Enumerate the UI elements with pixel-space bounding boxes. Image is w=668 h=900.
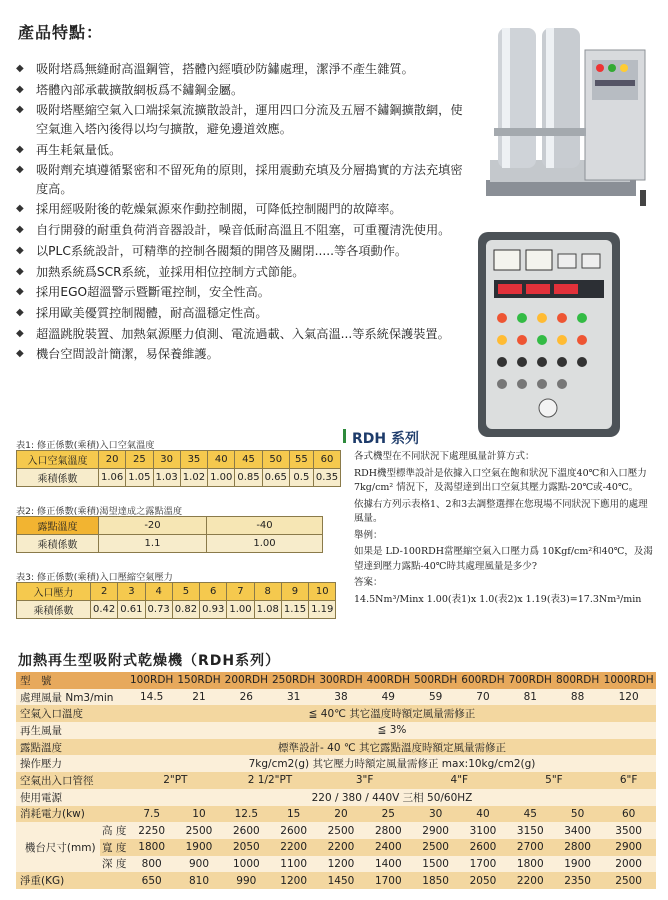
table-cell: 2600 — [270, 822, 317, 839]
table-cell: ≦ 40℃ 其它溫度時額定風量需修正 — [128, 705, 656, 722]
dryer-machine-image — [480, 10, 658, 210]
feature-item: ◆ 以PLC系統設計，可精準的控制各閥類的開啓及關閉.....等各項動作。 — [14, 242, 469, 261]
table-cell: 2800 — [365, 822, 412, 839]
table-row — [16, 722, 656, 739]
table-cell: 1200 — [270, 872, 317, 889]
table-cell: 2900 — [601, 839, 656, 856]
feature-item: ◆ 採用EGO超溫警示暨斷電控制，安全性高。 — [14, 283, 469, 302]
sub-label: 寬 度 — [100, 839, 128, 856]
table-cell: 1.1 — [99, 535, 207, 553]
table-cell: 2500 — [317, 822, 364, 839]
table-cell: 14.5 — [128, 689, 175, 706]
table-cell: 20 — [317, 806, 364, 823]
model-cell: 600RDH — [459, 672, 506, 689]
table-cell: 6"F — [601, 772, 656, 789]
spec-title: 加熱再生型吸附式乾燥機（RDH系列） — [18, 653, 281, 669]
table1-caption: 表1: 修正係數(乘積)入口空氣溫度 — [16, 440, 155, 451]
model-cell: 400RDH — [365, 672, 412, 689]
table-cell: 0.35 — [313, 469, 340, 487]
table-cell: 1500 — [412, 856, 459, 873]
table-cell: 3150 — [507, 822, 554, 839]
feature-item: ◆ 採用歐美優質控制閥體，耐高溫穩定性高。 — [14, 304, 469, 323]
row-label: 處理風量 Nm3/min — [16, 689, 128, 706]
table-cell: 3 — [118, 583, 145, 601]
feature-item: ◆ 塔體內部承載擴散網板爲不鏽鋼金屬。 — [14, 81, 469, 100]
table-cell: 990 — [223, 872, 270, 889]
table-cell: 21 — [175, 689, 222, 706]
table-cell: 88 — [554, 689, 601, 706]
row-label: 型 號 — [16, 672, 128, 689]
table-cell: 0.93 — [200, 601, 227, 619]
table-cell: -40 — [207, 517, 323, 535]
dew-point-table — [16, 516, 323, 553]
table-cell: 1850 — [412, 872, 459, 889]
table-row — [16, 672, 656, 689]
table-cell: 1000 — [223, 856, 270, 873]
table-cell: 25 — [126, 451, 153, 469]
table-cell: 6 — [200, 583, 227, 601]
rdh-paragraph: 舉例： — [354, 529, 383, 541]
table-cell: 2200 — [270, 839, 317, 856]
table-cell: 0.73 — [145, 601, 172, 619]
table-cell: 1.00 — [207, 535, 323, 553]
table-cell: 810 — [175, 872, 222, 889]
table-cell: 10 — [309, 583, 336, 601]
features-title: 產品特點： — [18, 23, 104, 42]
table-cell: 220 / 380 / 440V 三相 50/60HZ — [128, 789, 656, 806]
table-cell: 7kg/cm2(g) 其它壓力時額定風量需修正 max:10kg/cm2(g) — [128, 755, 656, 772]
table-cell: 5"F — [507, 772, 602, 789]
table-cell: 1700 — [365, 872, 412, 889]
table-cell: 40 — [208, 451, 235, 469]
table-cell: 1.05 — [126, 469, 153, 487]
feature-item: ◆ 超溫跳脫裝置、加熱氣源壓力偵測、電流過載、入氣高溫...等系統保護裝置。 — [14, 325, 469, 344]
table-cell: 7.5 — [128, 806, 175, 823]
feature-item: ◆ 機台空間設計簡潔，易保養維護。 — [14, 345, 469, 364]
table-row-label: 乘積係數 — [17, 601, 91, 619]
table-cell: 1.06 — [99, 469, 126, 487]
table-cell: 1.19 — [309, 601, 336, 619]
model-cell: 250RDH — [270, 672, 317, 689]
table-row-label: 乘積係數 — [17, 469, 99, 487]
table-cell: 70 — [459, 689, 506, 706]
table-row — [16, 822, 656, 839]
table-cell: 31 — [270, 689, 317, 706]
table-cell: 0.61 — [118, 601, 145, 619]
feature-item: ◆ 加熱系統爲SCR系統，並採用相位控制方式節能。 — [14, 263, 469, 282]
table-cell: 3500 — [601, 822, 656, 839]
table-cell: 5 — [172, 583, 199, 601]
table-cell: 59 — [412, 689, 459, 706]
table-cell: 1900 — [175, 839, 222, 856]
table-cell: 2"PT — [128, 772, 223, 789]
table-cell: 60 — [601, 806, 656, 823]
table-cell: 2400 — [365, 839, 412, 856]
table-cell: 1.00 — [208, 469, 235, 487]
row-label: 空氣入口溫度 — [16, 705, 128, 722]
table-cell: 15 — [270, 806, 317, 823]
model-cell: 150RDH — [175, 672, 222, 689]
table-cell: 45 — [235, 451, 262, 469]
table-cell: 3"F — [317, 772, 412, 789]
table-cell: 81 — [507, 689, 554, 706]
sub-label: 高 度 — [100, 822, 128, 839]
table-cell: 26 — [223, 689, 270, 706]
table-cell: 1900 — [554, 856, 601, 873]
table-cell: 2050 — [223, 839, 270, 856]
row-label: 淨重(KG) — [16, 872, 128, 889]
table-row — [16, 772, 656, 789]
table-row — [16, 839, 656, 856]
table-cell: 2000 — [601, 856, 656, 873]
feature-item: ◆ 自行開發的耐重負荷消音器設計，噪音低耐高溫且不阻塞，可重覆清洗使用。 — [14, 221, 469, 240]
table-cell: 3400 — [554, 822, 601, 839]
rdh-description — [354, 450, 654, 609]
table-cell: 4"F — [412, 772, 507, 789]
rdh-title: RDH 系列 — [352, 431, 419, 447]
table-cell: 2200 — [317, 839, 364, 856]
table-cell: 650 — [128, 872, 175, 889]
feature-item: ◆ 再生耗氣量低。 — [14, 141, 469, 160]
table-cell: 2600 — [459, 839, 506, 856]
table-cell: 8 — [254, 583, 281, 601]
table-cell: 1800 — [507, 856, 554, 873]
feature-item: ◆ 採用經吸附後的乾燥氣源來作動控制閥，可降低控制閥門的故障率。 — [14, 200, 469, 219]
row-label: 機台尺寸(mm) — [16, 822, 100, 872]
table-cell: 12.5 — [223, 806, 270, 823]
table-row — [16, 806, 656, 823]
table-row — [16, 789, 656, 806]
rdh-paragraph: 依據右方列示表格1、2和3去調整選擇在您現場不同狀況下應用的處理風量。 — [354, 498, 648, 524]
sub-label: 深 度 — [100, 856, 128, 873]
row-label: 消耗電力(kw) — [16, 806, 128, 823]
table-cell: 10 — [175, 806, 222, 823]
table-cell: 2350 — [554, 872, 601, 889]
table-row-label: 入口壓力 — [17, 583, 91, 601]
table-cell: 1450 — [317, 872, 364, 889]
table-cell: 2800 — [554, 839, 601, 856]
rdh-paragraph: 各式機型在不同狀況下處理風量計算方式： — [354, 451, 535, 462]
table-cell: 1.03 — [153, 469, 180, 487]
table-cell: 2500 — [175, 822, 222, 839]
table-cell: 20 — [99, 451, 126, 469]
table-cell: 1.08 — [254, 601, 281, 619]
table-cell: 2700 — [507, 839, 554, 856]
table-cell: 2 1/2"PT — [223, 772, 318, 789]
table-cell: 2900 — [412, 822, 459, 839]
table-cell: 0.42 — [91, 601, 118, 619]
table-cell: 0.65 — [262, 469, 289, 487]
inlet-temp-table — [16, 450, 341, 487]
feature-item: ◆ 吸附劑充填遵循緊密和不留死角的原則，採用震動充填及分層搗實的方法充填密度高。 — [14, 161, 469, 198]
table-cell: 50 — [554, 806, 601, 823]
table-cell: 2050 — [459, 872, 506, 889]
table-cell: 2200 — [507, 872, 554, 889]
table-row — [16, 705, 656, 722]
features-list — [14, 60, 469, 366]
table-cell: 35 — [180, 451, 207, 469]
table-cell: 30 — [412, 806, 459, 823]
model-cell: 200RDH — [223, 672, 270, 689]
table2-caption: 表2: 修正係數(乘積)渴望達成之露點溫度 — [16, 506, 183, 517]
table-cell: 3100 — [459, 822, 506, 839]
table-row — [16, 856, 656, 873]
rdh-paragraph: 如果是 LD-100RDH當壓縮空氣入口壓力爲 10Kgf/cm²和40℃，及渴望達到壓力露點-40℃時其處理風量是多少? — [354, 546, 653, 572]
table-cell: 2600 — [223, 822, 270, 839]
table-cell: 2500 — [412, 839, 459, 856]
model-cell: 800RDH — [554, 672, 601, 689]
table-cell: 900 — [175, 856, 222, 873]
table-cell: 1800 — [128, 839, 175, 856]
table-cell: -20 — [99, 517, 207, 535]
feature-item: ◆ 吸附塔爲無縫耐高溫鋼管，搭體內經噴砂防鏽處理，潔淨不產生雜質。 — [14, 60, 469, 79]
table-cell: 120 — [601, 689, 656, 706]
table-cell: 60 — [313, 451, 340, 469]
rdh-paragraph: 答案： — [354, 577, 383, 588]
table-cell: 25 — [365, 806, 412, 823]
inlet-pressure-table — [16, 582, 336, 619]
table-row-label: 入口空氣溫度 — [17, 451, 99, 469]
control-panel-image — [478, 232, 620, 437]
table-cell: 4 — [145, 583, 172, 601]
feature-item: ◆ 吸附塔壓縮空氣入口端採氣流擴散設計，運用四口分流及五層不鏽鋼擴散網，使空氣進入塔內後得以均勻擴散，避免邊道效應。 — [14, 101, 469, 138]
table-cell: 9 — [281, 583, 308, 601]
table-cell: 2 — [91, 583, 118, 601]
rdh-title-bar — [343, 429, 346, 443]
table-row — [16, 872, 656, 889]
table-cell: 2250 — [128, 822, 175, 839]
table-cell: 1.02 — [180, 469, 207, 487]
table-row-label: 露點溫度 — [17, 517, 99, 535]
table-cell: 7 — [227, 583, 254, 601]
row-label: 操作壓力 — [16, 755, 128, 772]
model-cell: 300RDH — [317, 672, 364, 689]
table3-caption: 表3: 修正係數(乘積)入口壓縮空氣壓力 — [16, 572, 173, 583]
table-cell: 0.5 — [289, 469, 313, 487]
row-label: 空氣出入口管徑 — [16, 772, 128, 789]
model-cell: 1000RDH — [601, 672, 656, 689]
table-cell: 1400 — [365, 856, 412, 873]
row-label: 露點溫度 — [16, 739, 128, 756]
table-cell: 2500 — [601, 872, 656, 889]
table-cell: ≦ 3% — [128, 722, 656, 739]
table-cell: 49 — [365, 689, 412, 706]
table-cell: 50 — [262, 451, 289, 469]
table-cell: 800 — [128, 856, 175, 873]
spec-table — [16, 672, 656, 889]
table-cell: 30 — [153, 451, 180, 469]
row-label: 使用電源 — [16, 789, 128, 806]
table-cell: 0.82 — [172, 601, 199, 619]
table-cell: 1700 — [459, 856, 506, 873]
model-cell: 100RDH — [128, 672, 175, 689]
model-cell: 700RDH — [507, 672, 554, 689]
model-cell: 500RDH — [412, 672, 459, 689]
table-row — [16, 755, 656, 772]
table-cell: 標準設計- 40 ℃ 其它露點溫度時額定風量需修正 — [128, 739, 656, 756]
table-cell: 1200 — [317, 856, 364, 873]
table-row-label: 乘積係數 — [17, 535, 99, 553]
table-row — [16, 739, 656, 756]
table-cell: 55 — [289, 451, 313, 469]
row-label: 再生風量 — [16, 722, 128, 739]
table-row — [16, 689, 656, 706]
table-cell: 38 — [317, 689, 364, 706]
rdh-paragraph: 14.5Nm³/Minx 1.00(表1)x 1.0(表2)x 1.19(表3)=17.3Nm³/min — [354, 593, 642, 605]
table-cell: 40 — [459, 806, 506, 823]
table-cell: 45 — [507, 806, 554, 823]
rdh-paragraph: RDH機型標準設計是依據入口空氣在飽和狀況下溫度40℃和入口壓力 7kg/cm² 情況下，及渴望達到出口空氣其壓力露點-20℃或-40℃。 — [354, 467, 647, 493]
table-cell: 1100 — [270, 856, 317, 873]
table-cell: 0.85 — [235, 469, 262, 487]
table-cell: 1.15 — [281, 601, 308, 619]
table-cell: 1.00 — [227, 601, 254, 619]
